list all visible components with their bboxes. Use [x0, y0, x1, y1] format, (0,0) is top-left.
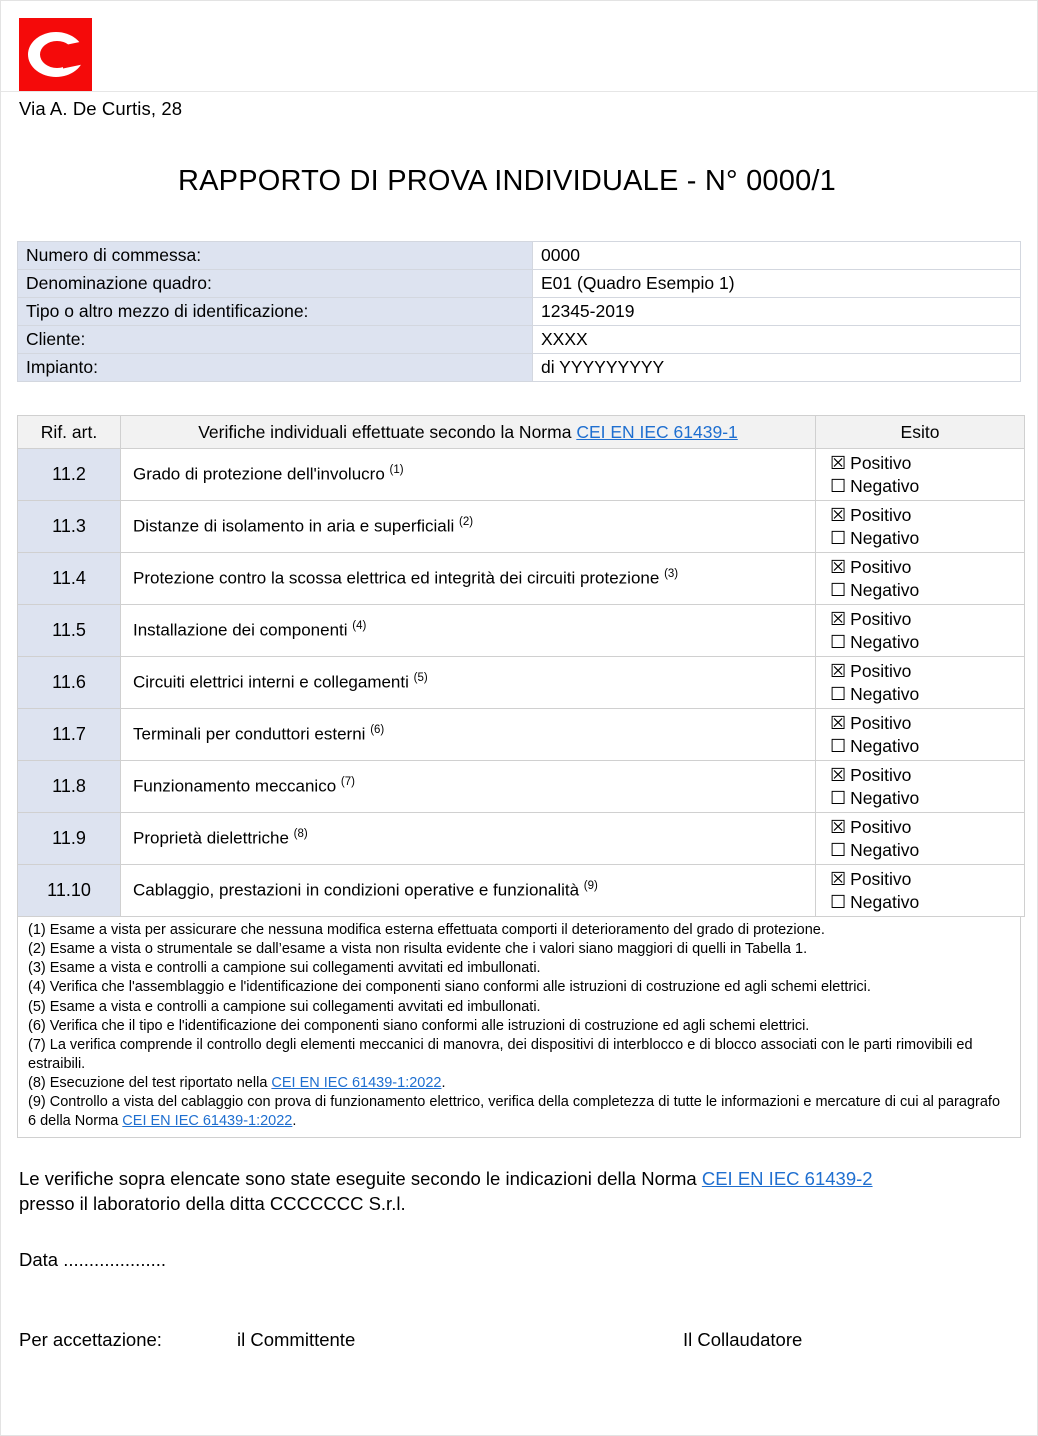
acceptance-label: Per accettazione:: [19, 1328, 162, 1350]
table-row: [18, 298, 1021, 326]
row-note-marker: (1): [389, 463, 404, 476]
norm-link-61439-2[interactable]: CEI EN IEC 61439-2: [701, 1168, 873, 1190]
row-description-text: Cablaggio, prestazioni in condizioni operative e funzionalità: [133, 880, 580, 900]
table-row: [18, 813, 1025, 865]
row-outcome: [816, 865, 1025, 917]
row-outcome: [816, 657, 1025, 709]
row-description-text: Funzionamento meccanico: [133, 776, 337, 796]
checkbox-positivo-option[interactable]: [830, 868, 1024, 891]
table-row: [18, 657, 1025, 709]
footnote-3: (3) Esame a vista e controlli a campione sui collegamenti avvitati ed imbullonati.: [28, 960, 541, 977]
info-label: Denominazione quadro:: [18, 270, 533, 298]
checkbox-positivo[interactable]: ☒: [830, 557, 847, 577]
table-row: [18, 709, 1025, 761]
row-description-text: Proprietà dielettriche: [133, 828, 289, 848]
row-description: [121, 553, 816, 605]
norm-link-61439-1-2022-a[interactable]: CEI EN IEC 61439-1:2022: [271, 1075, 442, 1091]
checkbox-negativo[interactable]: ☐: [830, 683, 847, 704]
row-description: [121, 657, 816, 709]
row-outcome: [816, 501, 1025, 553]
page-title: RAPPORTO DI PROVA INDIVIDUALE - N° 0000/1: [177, 165, 836, 197]
info-label: Impianto:: [18, 354, 533, 382]
row-outcome: [816, 761, 1025, 813]
row-description: [121, 813, 816, 865]
row-ref-article: 11.7: [18, 709, 121, 761]
info-value: di YYYYYYYYY: [533, 354, 1021, 382]
row-outcome: [816, 813, 1025, 865]
table-row: [18, 553, 1025, 605]
label-negativo: Negativo: [850, 527, 920, 548]
row-description: [121, 449, 816, 501]
checkbox-negativo[interactable]: ☐: [830, 839, 847, 860]
checkbox-negativo-option[interactable]: [830, 631, 1024, 654]
page-header: [1, 1, 1037, 91]
table-row: [18, 326, 1021, 354]
footnote-4: (4) Verifica che l'assemblaggio e l'identificazione dei componenti siano conformi alle istruzioni di costruzione ed agli schemi elettrici.: [28, 979, 871, 996]
table-row: [18, 449, 1025, 501]
checkbox-positivo-option[interactable]: [830, 504, 1024, 527]
footnotes-block: [17, 917, 1021, 1138]
footnote-6: (6) Verifica che il tipo e l'identificazione dei componenti siano conformi alle istruzioni di costruzione ed agli schemi elettrici.: [28, 1017, 810, 1034]
info-label: Numero di commessa:: [18, 242, 533, 270]
info-value: 12345-2019: [533, 298, 1021, 326]
footnote-7: (7) La verifica comprende il controllo degli elementi meccanici di manovra, dei dispositivi di interblocco e di blocco associati con le parti rimovibili ed estraibili.: [28, 1036, 973, 1072]
info-value: XXXX: [533, 326, 1021, 354]
column-header-ref: Rif. art.: [18, 416, 121, 449]
company-logo-icon: [19, 18, 92, 91]
row-description-text: Distanze di isolamento in aria e superficiali: [133, 516, 455, 536]
closing-paragraph: [19, 1167, 1037, 1216]
table-row: [18, 501, 1025, 553]
norm-link-61439-1-2022-b[interactable]: CEI EN IEC 61439-1:2022: [122, 1113, 293, 1130]
row-ref-article: 11.6: [18, 657, 121, 709]
row-ref-article: 11.9: [18, 813, 121, 865]
row-outcome: [816, 553, 1025, 605]
collaudatore-label: Il Collaudatore: [683, 1328, 803, 1350]
row-ref-article: 11.5: [18, 605, 121, 657]
row-description-text: Terminali per conduttori esterni: [133, 724, 366, 744]
checkbox-negativo-option[interactable]: [830, 579, 1024, 602]
checkbox-negativo[interactable]: ☐: [830, 735, 847, 756]
checkbox-negativo-option[interactable]: [830, 787, 1024, 810]
label-positivo: Positivo: [850, 609, 912, 629]
checkbox-positivo-option[interactable]: [830, 660, 1024, 683]
label-negativo: Negativo: [850, 891, 920, 912]
checkbox-negativo[interactable]: ☐: [830, 579, 847, 600]
row-note-marker: (9): [583, 879, 598, 892]
row-note-marker: (6): [370, 723, 385, 736]
row-outcome: [816, 605, 1025, 657]
label-positivo: Positivo: [850, 817, 912, 837]
footnote-8: [28, 1074, 1010, 1093]
label-negativo: Negativo: [850, 475, 920, 496]
checkbox-negativo-option[interactable]: [830, 527, 1024, 550]
info-label: Cliente:: [18, 326, 533, 354]
table-row: [18, 242, 1021, 270]
norm-link-61439-1[interactable]: CEI EN IEC 61439-1: [576, 421, 738, 442]
label-negativo: Negativo: [850, 683, 920, 704]
row-ref-article: 11.2: [18, 449, 121, 501]
label-negativo: Negativo: [850, 787, 920, 808]
row-description-text: Installazione dei componenti: [133, 620, 348, 640]
row-note-marker: (8): [293, 827, 308, 840]
checkbox-negativo-option[interactable]: [830, 475, 1024, 498]
checkbox-positivo-option[interactable]: [830, 452, 1024, 475]
checkbox-positivo[interactable]: ☒: [830, 453, 847, 473]
row-description: [121, 761, 816, 813]
table-row: [18, 865, 1025, 917]
closing-line1-text: Le verifiche sopra elencate sono state eseguite secondo le indicazioni della Norma: [19, 1168, 702, 1190]
signature-row: [19, 1329, 1037, 1355]
checkbox-positivo[interactable]: ☒: [830, 713, 847, 733]
checkbox-positivo[interactable]: ☒: [830, 661, 847, 681]
label-positivo: Positivo: [850, 661, 912, 681]
label-negativo: Negativo: [850, 735, 920, 756]
checkbox-negativo[interactable]: ☐: [830, 631, 847, 652]
checkbox-positivo[interactable]: ☒: [830, 505, 847, 525]
checkbox-negativo[interactable]: ☐: [830, 787, 847, 808]
column-header-outcome: Esito: [816, 416, 1025, 449]
footnote-2: (2) Esame a vista o strumentale se dall’esame a vista non risulta evidente che i valori siano maggiori di quelli in Tabella 1.: [28, 941, 808, 958]
checkbox-positivo-option[interactable]: [830, 712, 1024, 735]
label-positivo: Positivo: [850, 557, 912, 577]
checkbox-positivo-option[interactable]: [830, 556, 1024, 579]
row-outcome: [816, 449, 1025, 501]
checkbox-negativo[interactable]: ☐: [830, 891, 847, 912]
row-note-marker: (7): [340, 775, 355, 788]
table-row: [18, 354, 1021, 382]
row-description: [121, 709, 816, 761]
committente-label: il Committente: [237, 1328, 356, 1350]
checkbox-negativo[interactable]: ☐: [830, 475, 847, 496]
row-description: [121, 501, 816, 553]
label-positivo: Positivo: [850, 869, 912, 889]
row-description-text: Grado di protezione dell'involucro: [133, 464, 385, 484]
table-row: [18, 605, 1025, 657]
row-note-marker: (5): [413, 671, 428, 684]
label-positivo: Positivo: [850, 453, 912, 473]
checkbox-negativo-option[interactable]: [830, 735, 1024, 758]
info-value: E01 (Quadro Esempio 1): [533, 270, 1021, 298]
label-negativo: Negativo: [850, 579, 920, 600]
table-header-row: [18, 416, 1025, 449]
table-row: [18, 270, 1021, 298]
checkbox-positivo[interactable]: ☒: [830, 609, 847, 629]
label-positivo: Positivo: [850, 505, 912, 525]
row-description: [121, 865, 816, 917]
label-positivo: Positivo: [850, 713, 912, 733]
closing-line2-text: presso il laboratorio della ditta CCCCCCC S.r.l.: [19, 1192, 406, 1214]
label-negativo: Negativo: [850, 839, 920, 860]
checkbox-positivo[interactable]: ☒: [830, 869, 847, 889]
checkbox-negativo-option[interactable]: [830, 839, 1024, 862]
row-description: [121, 605, 816, 657]
checkbox-negativo-option[interactable]: [830, 683, 1024, 706]
table-row: [18, 761, 1025, 813]
checkbox-positivo-option[interactable]: [830, 816, 1024, 839]
checkbox-negativo-option[interactable]: [830, 891, 1024, 914]
column-header-description: [121, 416, 816, 449]
job-info-table: [17, 241, 1021, 382]
checkbox-negativo[interactable]: ☐: [830, 527, 847, 548]
footnote-8-text: (8) Esecuzione del test riportato nella: [28, 1075, 272, 1091]
row-description-text: Protezione contro la scossa elettrica ed integrità dei circuiti protezione: [133, 568, 660, 588]
row-note-marker: (4): [352, 619, 367, 632]
info-value: 0000: [533, 242, 1021, 270]
checkbox-positivo-option[interactable]: [830, 764, 1024, 787]
row-note-marker: (2): [459, 515, 474, 528]
row-ref-article: 11.8: [18, 761, 121, 813]
info-label: Tipo o altro mezzo di identificazione:: [18, 298, 533, 326]
label-positivo: Positivo: [850, 765, 912, 785]
footnote-9-suffix: .: [292, 1113, 297, 1130]
row-description-text: Circuiti elettrici interni e collegamenti: [133, 672, 409, 692]
label-negativo: Negativo: [850, 631, 920, 652]
row-ref-article: 11.4: [18, 553, 121, 605]
footnote-9-text: (9) Controllo a vista del cablaggio con prova di funzionamento elettrico, verifica della completezza di tutte le informazioni e mercature di cui al paragrafo 6 della Norma: [28, 1094, 1001, 1130]
row-ref-article: 11.3: [18, 501, 121, 553]
company-address: Via A. De Curtis, 28: [19, 98, 183, 119]
footnote-5: (5) Esame a vista e controlli a campione sui collegamenti avvitati ed imbullonati.: [28, 998, 541, 1015]
row-note-marker: (3): [664, 567, 679, 580]
footnote-8-suffix: .: [441, 1075, 446, 1091]
row-outcome: [816, 709, 1025, 761]
footnote-9: [28, 1093, 1010, 1131]
checkbox-positivo[interactable]: ☒: [830, 817, 847, 837]
checkbox-positivo[interactable]: ☒: [830, 765, 847, 785]
verification-table: [17, 415, 1025, 917]
row-ref-article: 11.10: [18, 865, 121, 917]
footnote-1: (1) Esame a vista per assicurare che nessuna modifica esterna effettuata comporti il deterioramento del grado di protezione.: [28, 922, 825, 938]
column-header-description-text: Verifiche individuali effettuate secondo la Norma: [198, 421, 577, 442]
date-field-label: Data ....................: [19, 1248, 167, 1270]
checkbox-positivo-option[interactable]: [830, 608, 1024, 631]
